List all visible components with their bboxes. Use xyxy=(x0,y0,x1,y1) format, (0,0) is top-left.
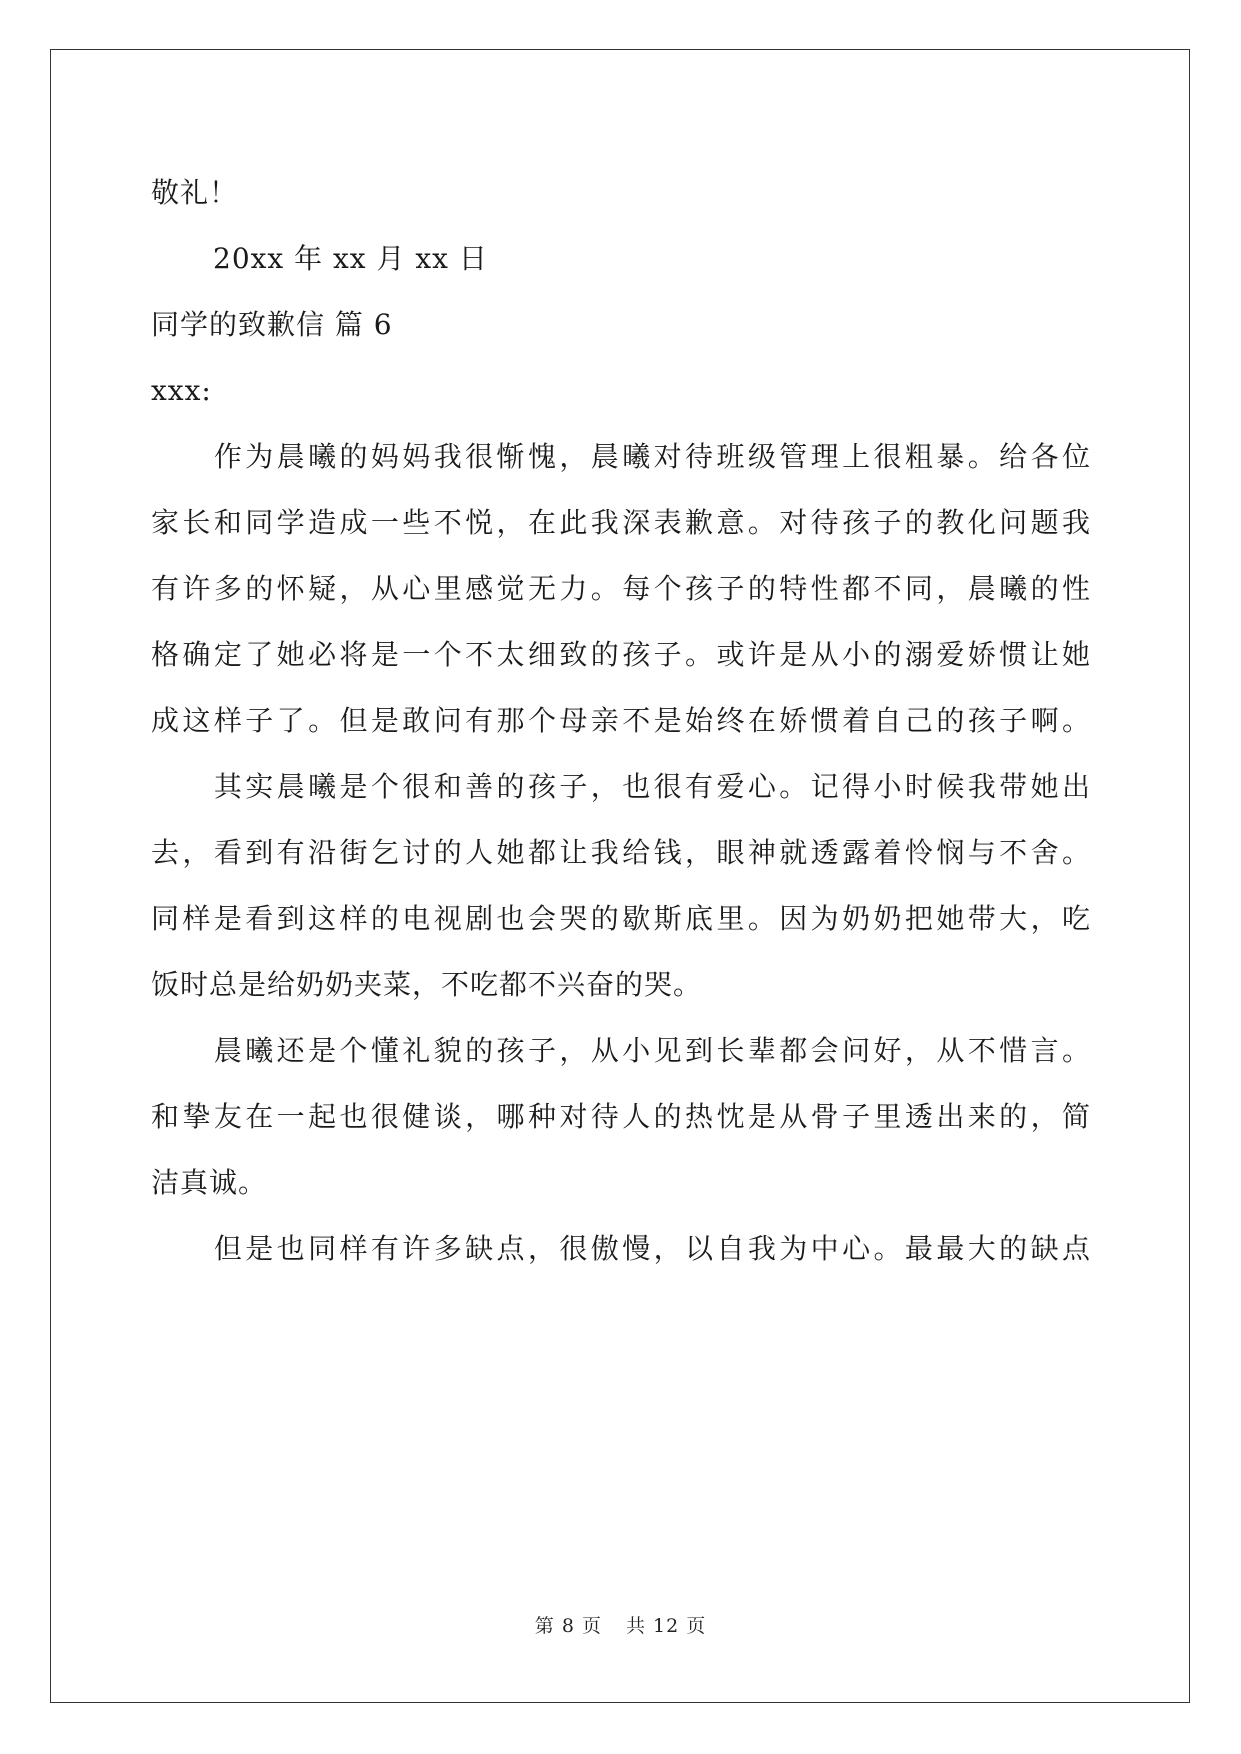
paragraph-line: 去，看到有沿街乞讨的人她都让我给钱，眼神就透露着怜悯与不舍。 xyxy=(151,836,1091,869)
paragraph-line: 晨曦还是个懂礼貌的孩子，从小见到长辈都会问好，从不惜言。 xyxy=(151,1034,1091,1067)
paragraph-line: 其实晨曦是个很和善的孩子，也很有爱心。记得小时候我带她出 xyxy=(151,770,1091,803)
paragraph-line: 饭时总是给奶奶夹菜，不吃都不兴奋的哭。 xyxy=(151,968,703,1001)
closing-line: 敬礼！ xyxy=(151,176,239,209)
paragraph-line: 洁真诚。 xyxy=(151,1166,268,1199)
paragraph-line: 家长和同学造成一些不悦，在此我深表歉意。对待孩子的教化问题我 xyxy=(151,506,1091,539)
total-pages: 共 12 页 xyxy=(625,1615,707,1637)
date-line: 20xx 年 xx 月 xx 日 xyxy=(213,242,488,275)
document-body xyxy=(151,160,1091,1282)
page-number: 第 8 页 xyxy=(534,1615,602,1637)
paragraph-line: 格确定了她必将是一个不太细致的孩子。或许是从小的溺爱娇惯让她 xyxy=(151,638,1091,671)
paragraph-line: 同样是看到这样的电视剧也会哭的歇斯底里。因为奶奶把她带大，吃 xyxy=(151,902,1091,935)
salutation: xxx: xyxy=(151,374,212,407)
paragraph-line: 成这样子了。但是敢问有那个母亲不是始终在娇惯着自己的孩子啊。 xyxy=(151,704,1091,737)
section-title: 同学的致歉信 篇 6 xyxy=(151,308,393,341)
paragraph-line: 作为晨曦的妈妈我很惭愧，晨曦对待班级管理上很粗暴。给各位 xyxy=(151,440,1091,473)
page-footer xyxy=(0,1611,1241,1638)
paragraph-line: 有许多的怀疑，从心里感觉无力。每个孩子的特性都不同，晨曦的性 xyxy=(151,572,1091,605)
paragraph-line: 但是也同样有许多缺点，很傲慢，以自我为中心。最最大的缺点 xyxy=(151,1232,1091,1265)
paragraph-line: 和挚友在一起也很健谈，哪种对待人的热忱是从骨子里透出来的，简 xyxy=(151,1100,1091,1133)
